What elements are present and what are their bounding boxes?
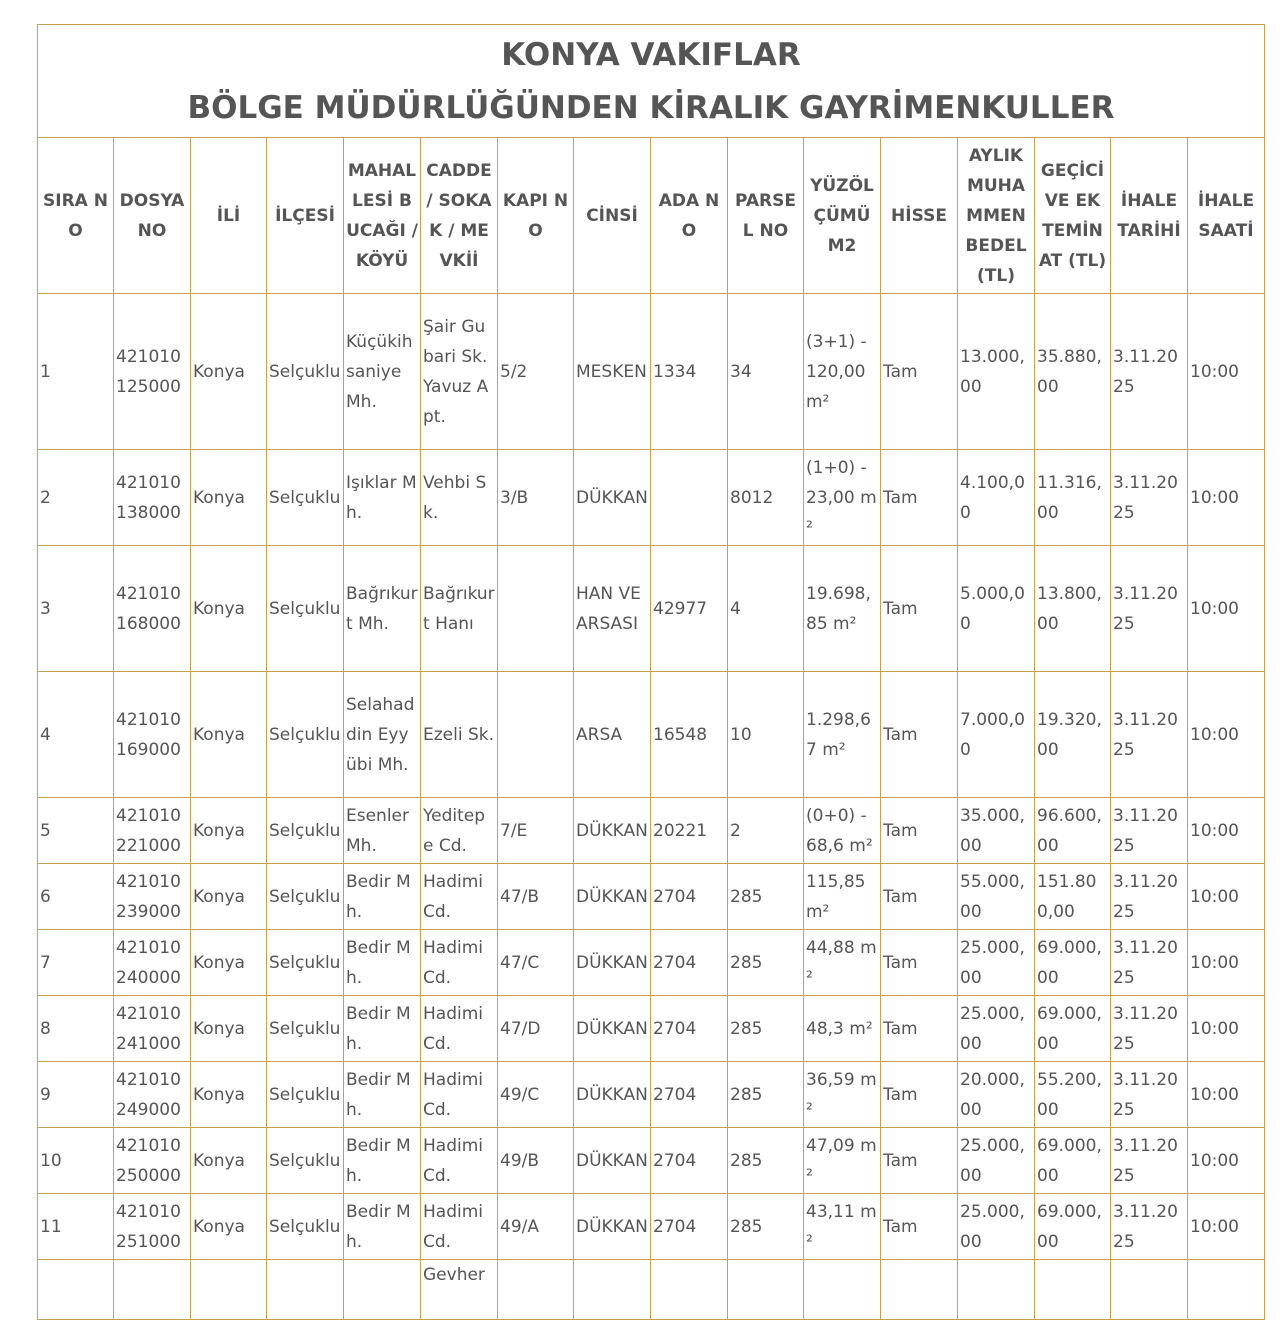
- column-header: MAHALLESİ BUCAĞI / KÖYÜ: [344, 138, 421, 294]
- table-cell: Selçuklu: [267, 450, 344, 546]
- table-cell: 115,85 m²: [804, 864, 881, 930]
- table-cell: 2704: [651, 1128, 728, 1194]
- table-cell: Esenler Mh.: [344, 798, 421, 864]
- table-cell: [344, 1260, 421, 1320]
- table-cell: 6: [38, 864, 114, 930]
- table-cell: 35.000,00: [958, 798, 1035, 864]
- table-cell: DÜKKAN: [574, 996, 651, 1062]
- table-cell: [498, 672, 574, 798]
- table-cell: Bedir Mh.: [344, 864, 421, 930]
- table-cell: 151.800,00: [1035, 864, 1111, 930]
- table-cell: 47/B: [498, 864, 574, 930]
- table-cell: 285: [728, 864, 804, 930]
- table-cell: 13.800,00: [1035, 546, 1111, 672]
- table-cell: 421010169000: [114, 672, 191, 798]
- table-cell: 285: [728, 996, 804, 1062]
- table-cell: 3.11.2025: [1111, 546, 1188, 672]
- table-cell: ARSA: [574, 672, 651, 798]
- table-cell: 25.000,00: [958, 1194, 1035, 1260]
- table-cell: Yeditepe Cd.: [421, 798, 498, 864]
- table-cell: Selçuklu: [267, 546, 344, 672]
- table-cell: 421010241000: [114, 996, 191, 1062]
- column-header: CİNSİ: [574, 138, 651, 294]
- table-cell: Selçuklu: [267, 1194, 344, 1260]
- table-cell: Selahaddin Eyyübi Mh.: [344, 672, 421, 798]
- table-cell: 13.000,00: [958, 294, 1035, 450]
- table-cell: 69.000,00: [1035, 1194, 1111, 1260]
- table-cell: Tam: [881, 996, 958, 1062]
- table-cell: 285: [728, 1128, 804, 1194]
- column-header: DOSYA NO: [114, 138, 191, 294]
- table-cell: [958, 1260, 1035, 1320]
- table-cell: 10:00: [1188, 1194, 1265, 1260]
- table-cell: Selçuklu: [267, 1062, 344, 1128]
- table-cell: Konya: [191, 864, 267, 930]
- table-title: [38, 25, 1265, 138]
- table-cell: Tam: [881, 1128, 958, 1194]
- table-cell: 7/E: [498, 798, 574, 864]
- table-cell: [114, 1260, 191, 1320]
- table-cell: Hadimi Cd.: [421, 930, 498, 996]
- table-cell: Bedir Mh.: [344, 930, 421, 996]
- table-cell: 3.11.2025: [1111, 1128, 1188, 1194]
- table-cell: Konya: [191, 546, 267, 672]
- table-cell: 49/A: [498, 1194, 574, 1260]
- table-cell: 10:00: [1188, 864, 1265, 930]
- table-cell: Tam: [881, 1062, 958, 1128]
- table-cell: 47/C: [498, 930, 574, 996]
- table-cell: 11: [38, 1194, 114, 1260]
- table-cell: 1334: [651, 294, 728, 450]
- table-cell: 3.11.2025: [1111, 1062, 1188, 1128]
- table-cell: 2704: [651, 1194, 728, 1260]
- table-cell: 5.000,00: [958, 546, 1035, 672]
- table-cell: 10:00: [1188, 294, 1265, 450]
- table-cell: 10:00: [1188, 1128, 1265, 1194]
- table-cell: (0+0) - 68,6 m²: [804, 798, 881, 864]
- table-cell: 10:00: [1188, 930, 1265, 996]
- table-cell: Selçuklu: [267, 798, 344, 864]
- table-cell: 96.600,00: [1035, 798, 1111, 864]
- table-cell: 1: [38, 294, 114, 450]
- table-body: [38, 294, 1265, 1320]
- table-row: [38, 996, 1265, 1062]
- table-cell: 36,59 m²: [804, 1062, 881, 1128]
- table-cell: Konya: [191, 996, 267, 1062]
- table-row: [38, 930, 1265, 996]
- table-cell: 10: [728, 672, 804, 798]
- table-cell: Konya: [191, 294, 267, 450]
- table-cell: 4: [38, 672, 114, 798]
- table-cell: 7: [38, 930, 114, 996]
- table-cell: Ezeli Sk.: [421, 672, 498, 798]
- table-row: [38, 546, 1265, 672]
- table-cell: [1111, 1260, 1188, 1320]
- table-cell: 3.11.2025: [1111, 864, 1188, 930]
- table-cell: HAN VE ARSASI: [574, 546, 651, 672]
- table-row: [38, 672, 1265, 798]
- table-cell: [651, 450, 728, 546]
- table-cell: 10:00: [1188, 672, 1265, 798]
- table-cell: 285: [728, 930, 804, 996]
- table-cell: 10:00: [1188, 798, 1265, 864]
- table-cell: 3.11.2025: [1111, 294, 1188, 450]
- table-cell: Konya: [191, 672, 267, 798]
- table-cell: 55.000,00: [958, 864, 1035, 930]
- table-cell: 3.11.2025: [1111, 450, 1188, 546]
- table-cell: Tam: [881, 294, 958, 450]
- table-cell: Selçuklu: [267, 1128, 344, 1194]
- table-row: [38, 1194, 1265, 1260]
- table-cell: [728, 1260, 804, 1320]
- table-cell: Bedir Mh.: [344, 996, 421, 1062]
- table-cell: 3.11.2025: [1111, 996, 1188, 1062]
- table-cell: 2: [38, 450, 114, 546]
- table-cell: Selçuklu: [267, 996, 344, 1062]
- rental-properties-table: [37, 24, 1265, 1320]
- table-cell: Tam: [881, 546, 958, 672]
- table-cell: [498, 1260, 574, 1320]
- table-cell: 421010168000: [114, 546, 191, 672]
- table-row: [38, 864, 1265, 930]
- table-cell: 421010138000: [114, 450, 191, 546]
- table-cell: Konya: [191, 1062, 267, 1128]
- table-cell: 5: [38, 798, 114, 864]
- table-cell: Gevher: [421, 1260, 498, 1320]
- table-cell: DÜKKAN: [574, 1194, 651, 1260]
- table-cell: [498, 546, 574, 672]
- title-line-2: BÖLGE MÜDÜRLÜĞÜNDEN KİRALIK GAYRİMENKULLER: [187, 90, 1115, 126]
- table-cell: DÜKKAN: [574, 798, 651, 864]
- table-cell: Bedir Mh.: [344, 1194, 421, 1260]
- table-cell: Bedir Mh.: [344, 1128, 421, 1194]
- table-cell: 25.000,00: [958, 996, 1035, 1062]
- listing-table-container: [37, 24, 1265, 1320]
- column-header: AYLIK MUHAMMEN BEDEL (TL): [958, 138, 1035, 294]
- table-cell: Tam: [881, 1194, 958, 1260]
- table-cell: 4: [728, 546, 804, 672]
- column-header: SIRA NO: [38, 138, 114, 294]
- table-cell: 69.000,00: [1035, 996, 1111, 1062]
- column-header: ADA NO: [651, 138, 728, 294]
- table-cell: 8012: [728, 450, 804, 546]
- table-cell: 8: [38, 996, 114, 1062]
- table-cell: 3: [38, 546, 114, 672]
- table-row: [38, 798, 1265, 864]
- table-cell: 35.880,00: [1035, 294, 1111, 450]
- table-cell: 285: [728, 1062, 804, 1128]
- table-cell: 2704: [651, 1062, 728, 1128]
- table-cell: 2: [728, 798, 804, 864]
- table-cell: 421010125000: [114, 294, 191, 450]
- table-cell: [1035, 1260, 1111, 1320]
- column-header: CADDE / SOKAK / MEVKİİ: [421, 138, 498, 294]
- table-cell: 4.100,00: [958, 450, 1035, 546]
- table-cell: [804, 1260, 881, 1320]
- table-cell: 3.11.2025: [1111, 1194, 1188, 1260]
- table-cell: 3.11.2025: [1111, 930, 1188, 996]
- table-cell: 3.11.2025: [1111, 798, 1188, 864]
- table-cell: 10:00: [1188, 450, 1265, 546]
- table-cell: Bağrıkurt Mh.: [344, 546, 421, 672]
- column-header: İHALE SAATİ: [1188, 138, 1265, 294]
- table-cell: 20221: [651, 798, 728, 864]
- table-cell: Bedir Mh.: [344, 1062, 421, 1128]
- table-cell: 48,3 m²: [804, 996, 881, 1062]
- table-cell: Selçuklu: [267, 294, 344, 450]
- table-cell: 421010250000: [114, 1128, 191, 1194]
- table-cell: DÜKKAN: [574, 1128, 651, 1194]
- table-cell: [881, 1260, 958, 1320]
- table-cell: Hadimi Cd.: [421, 996, 498, 1062]
- table-cell: 69.000,00: [1035, 1128, 1111, 1194]
- table-cell: 34: [728, 294, 804, 450]
- table-cell: 43,11 m²: [804, 1194, 881, 1260]
- column-header: YÜZÖLÇÜMÜ M2: [804, 138, 881, 294]
- table-cell: MESKEN: [574, 294, 651, 450]
- table-cell: [651, 1260, 728, 1320]
- table-cell: [191, 1260, 267, 1320]
- table-cell: Hadimi Cd.: [421, 1194, 498, 1260]
- table-row: [38, 1062, 1265, 1128]
- table-cell: [38, 1260, 114, 1320]
- table-cell: DÜKKAN: [574, 864, 651, 930]
- table-cell: 421010239000: [114, 864, 191, 930]
- table-cell: Tam: [881, 672, 958, 798]
- table-cell: Selçuklu: [267, 672, 344, 798]
- column-header: PARSEL NO: [728, 138, 804, 294]
- table-cell: 55.200,00: [1035, 1062, 1111, 1128]
- table-cell: DÜKKAN: [574, 450, 651, 546]
- table-row: [38, 1128, 1265, 1194]
- table-cell: [267, 1260, 344, 1320]
- table-cell: 3/B: [498, 450, 574, 546]
- table-cell: DÜKKAN: [574, 930, 651, 996]
- table-cell: 285: [728, 1194, 804, 1260]
- table-cell: 47,09 m²: [804, 1128, 881, 1194]
- column-header: GEÇİCİ VE EK TEMİNAT (TL): [1035, 138, 1111, 294]
- table-cell: 49/C: [498, 1062, 574, 1128]
- table-cell: Hadimi Cd.: [421, 1128, 498, 1194]
- table-cell: Konya: [191, 1128, 267, 1194]
- table-cell: Konya: [191, 1194, 267, 1260]
- table-cell: [574, 1260, 651, 1320]
- table-cell: 69.000,00: [1035, 930, 1111, 996]
- table-cell: 9: [38, 1062, 114, 1128]
- table-cell: 7.000,00: [958, 672, 1035, 798]
- table-cell: Tam: [881, 930, 958, 996]
- table-cell: Selçuklu: [267, 864, 344, 930]
- table-cell: 10:00: [1188, 1062, 1265, 1128]
- table-cell: Bağrıkurt Hanı: [421, 546, 498, 672]
- table-cell: Tam: [881, 450, 958, 546]
- table-cell: (3+1) - 120,00 m²: [804, 294, 881, 450]
- table-cell: 49/B: [498, 1128, 574, 1194]
- table-cell: Konya: [191, 930, 267, 996]
- table-cell: 25.000,00: [958, 1128, 1035, 1194]
- table-cell: Hadimi Cd.: [421, 1062, 498, 1128]
- table-cell: 19.698,85 m²: [804, 546, 881, 672]
- table-cell: [1188, 1260, 1265, 1320]
- table-cell: 20.000,00: [958, 1062, 1035, 1128]
- table-cell: 3.11.2025: [1111, 672, 1188, 798]
- table-cell: 25.000,00: [958, 930, 1035, 996]
- table-cell: 47/D: [498, 996, 574, 1062]
- table-cell: 42977: [651, 546, 728, 672]
- table-cell: 5/2: [498, 294, 574, 450]
- column-header-row: [38, 138, 1265, 294]
- column-header: İHALE TARİHİ: [1111, 138, 1188, 294]
- table-cell: 16548: [651, 672, 728, 798]
- table-cell: Küçükihsaniye Mh.: [344, 294, 421, 450]
- table-cell: Hadimi Cd.: [421, 864, 498, 930]
- table-cell: Selçuklu: [267, 930, 344, 996]
- table-cell: Tam: [881, 798, 958, 864]
- table-cell: Şair Gubari Sk. Yavuz Apt.: [421, 294, 498, 450]
- table-cell: Işıklar Mh.: [344, 450, 421, 546]
- title-line-1: KONYA VAKIFLAR: [501, 37, 801, 73]
- column-header: İLÇESİ: [267, 138, 344, 294]
- table-row: [38, 294, 1265, 450]
- table-cell: DÜKKAN: [574, 1062, 651, 1128]
- table-cell: Konya: [191, 798, 267, 864]
- table-cell: 11.316,00: [1035, 450, 1111, 546]
- table-cell: 421010240000: [114, 930, 191, 996]
- table-cell: 1.298,67 m²: [804, 672, 881, 798]
- table-cell: 19.320,00: [1035, 672, 1111, 798]
- table-cell: (1+0) - 23,00 m²: [804, 450, 881, 546]
- table-cell: 2704: [651, 864, 728, 930]
- column-header: KAPI NO: [498, 138, 574, 294]
- table-cell: 44,88 m²: [804, 930, 881, 996]
- table-cell: 2704: [651, 930, 728, 996]
- table-cell: 10: [38, 1128, 114, 1194]
- table-cell: Konya: [191, 450, 267, 546]
- table-cell: 10:00: [1188, 996, 1265, 1062]
- column-header: HİSSE: [881, 138, 958, 294]
- table-row: [38, 450, 1265, 546]
- table-cell: 2704: [651, 996, 728, 1062]
- column-header: İLİ: [191, 138, 267, 294]
- table-cell: 421010221000: [114, 798, 191, 864]
- table-cell: 10:00: [1188, 546, 1265, 672]
- table-cell: Vehbi Sk.: [421, 450, 498, 546]
- table-cell: Tam: [881, 864, 958, 930]
- table-cell: 421010251000: [114, 1194, 191, 1260]
- table-row: [38, 1260, 1265, 1320]
- table-cell: 421010249000: [114, 1062, 191, 1128]
